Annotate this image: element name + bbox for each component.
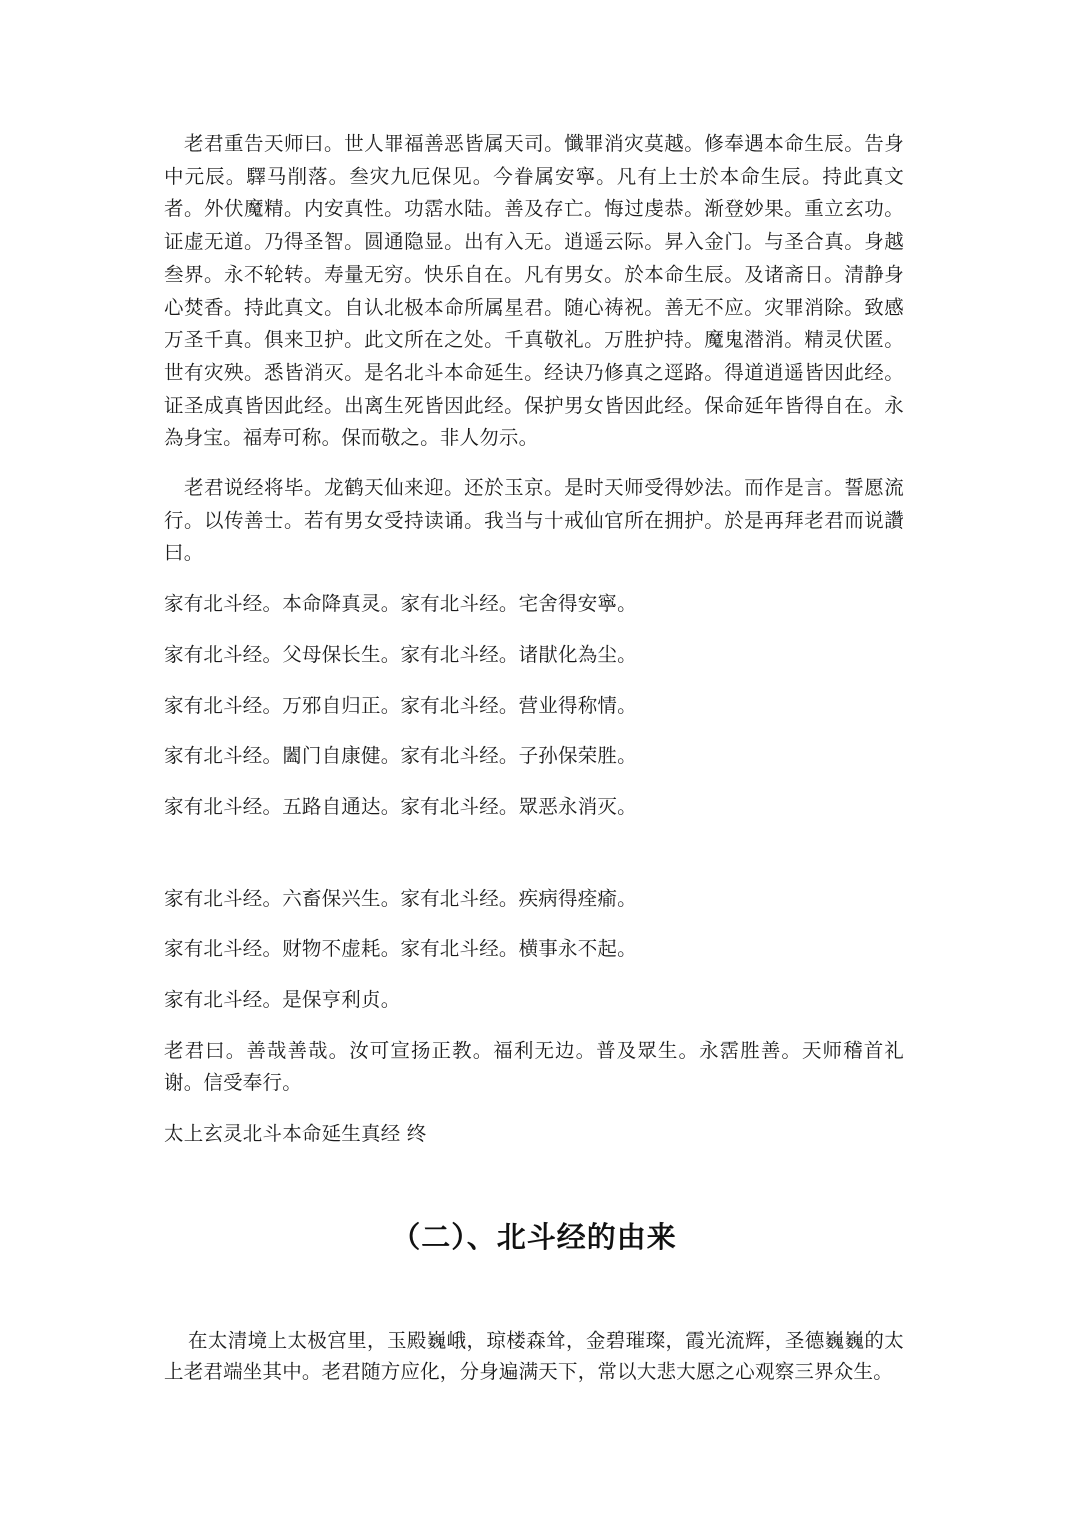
scripture-paragraph-1: 老君重告天师曰。世人罪福善恶皆属天司。懺罪消灾莫越。修奉遇本命生辰。告身中元辰。驛马削落。叁灾九厄保见。今眷属安寧。凡有上士於本命生辰。持此真文者。外伏魔精。内安真性。功霑水陆。善及存亡。悔过虔恭。渐登妙果。重立玄功。证虚无道。乃得圣智。圆通隐显。出有入无。逍遥云际。昇入金门。与圣合真。身越叁界。永不轮转。寿量无穷。快乐自在。凡有男女。於本命生辰。及诸斋日。清静身心焚香。持此真文。自认北极本命所属星君。随心祷祝。善无不应。灾罪消除。致感万圣千真。俱来卫护。此文所在之处。千真敬礼。万胜护持。魔鬼潜消。精灵伏匿。世有灾殃。悉皆消灭。是名北斗本命延生。经诀乃修真之逕路。得道逍遥皆因此经。证圣成真皆因此经。出离生死皆因此经。保护男女皆因此经。保命延年皆得自在。永為身宝。福寿可称。保而敬之。非人勿示。 [164,132,904,450]
section-title: （二）、北斗经的由来 [391,1219,677,1254]
closing-paragraph: 老君曰。善哉善哉。汝可宣扬正教。福利无边。普及眾生。永霑胜善。天师稽首礼谢。信受奉行。 [164,1038,904,1095]
scripture-paragraph-2: 老君说经将毕。龙鹤天仙来迎。还於玉京。是时天师受得妙法。而作是言。誓愿流行。以传善士。若有男女受持读诵。我当与十戒仙官所在拥护。於是再拜老君而说讚曰。 [164,476,904,565]
section-paragraph: 在太清境上太极宫里，玉殿巍峨，琼楼森耸，金碧璀璨，霞光流辉，圣德巍巍的太上老君端坐其中。老君随方应化，分身遍满天下，常以大悲大愿之心观察三界众生。 [164,1328,904,1384]
verse-line-5: 家有北斗经。五路自通达。家有北斗经。眾恶永消灭。 [164,794,637,818]
verse-line-1: 家有北斗经。本命降真灵。家有北斗经。宅舍得安寧。 [164,592,637,616]
verse-line-4: 家有北斗经。闔门自康健。家有北斗经。子孙保荣胜。 [164,744,637,768]
scripture-end-line: 太上玄灵北斗本命延生真经 终 [164,1122,427,1146]
verse-line-3: 家有北斗经。万邪自归正。家有北斗经。营业得称情。 [164,693,637,717]
verse-line-8: 家有北斗经。是保亨利贞。 [164,988,401,1012]
document-page [164,128,904,1388]
verse-line-6: 家有北斗经。六畜保兴生。家有北斗经。疾病得痊瘉。 [164,886,637,910]
verse-line-7: 家有北斗经。财物不虚耗。家有北斗经。横事永不起。 [164,937,637,961]
verse-line-2: 家有北斗经。父母保长生。家有北斗经。诸猒化為尘。 [164,642,637,666]
